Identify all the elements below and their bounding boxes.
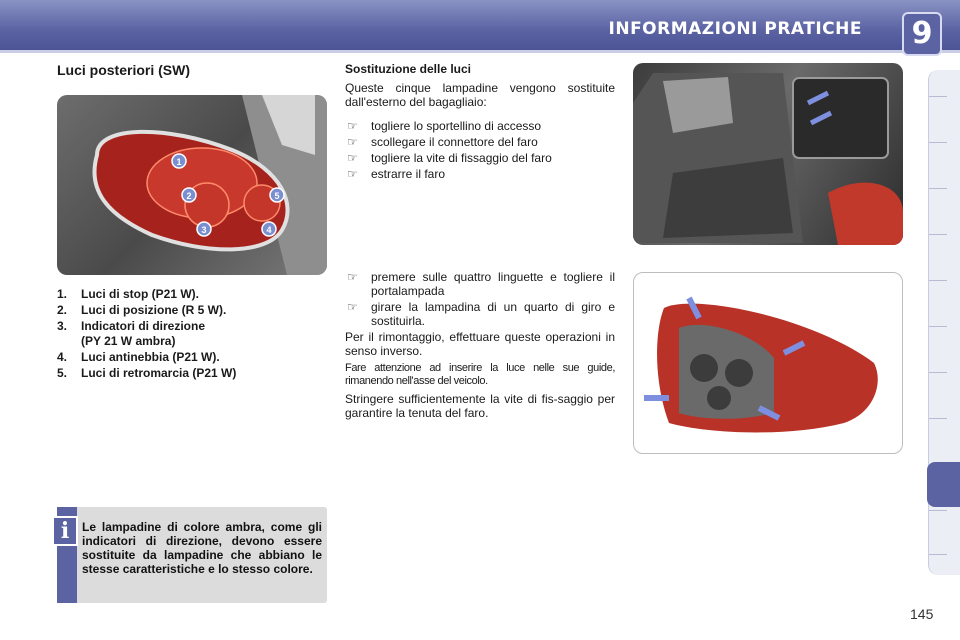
pointing-hand-icon: ☞ <box>347 119 358 133</box>
tab-marker <box>929 326 947 327</box>
list-item <box>345 135 615 149</box>
info-note-text: Le lampadine di colore ambra, come gli indicatori di direzione, devono essere sostituite da lampadine che abbiano le stesse caratteristiche e lo stesso colore. <box>82 520 322 576</box>
pointing-hand-icon: ☞ <box>347 270 358 284</box>
replacement-section-continued <box>345 270 615 424</box>
access-panel-inset <box>793 78 888 158</box>
item-number: 3. <box>57 319 68 333</box>
step-text: premere sulle quattro linguette e togliere il portalampada <box>371 270 615 298</box>
lamp-unit-photo <box>633 272 903 454</box>
list-item <box>345 270 615 298</box>
bulb-marker-label: 3 <box>201 225 207 235</box>
item-text-block <box>81 319 205 349</box>
tab-marker <box>929 142 947 143</box>
list-item <box>57 350 236 365</box>
bulb-marker-label: 4 <box>266 225 272 235</box>
tab-marker <box>929 188 947 189</box>
item-number: 4. <box>57 350 68 364</box>
bulb-marker-label: 1 <box>176 157 182 167</box>
step-text: estrarre il faro <box>371 167 446 181</box>
list-item <box>57 303 236 318</box>
item-text: Luci di posizione (R 5 W). <box>81 303 227 317</box>
list-item <box>345 151 615 165</box>
step-text: togliere lo sportellino di accesso <box>371 119 542 133</box>
item-text: Indicatori di direzione <box>81 319 206 333</box>
step-text: girare la lampadina di un quarto di giro e sostituirla. <box>371 300 615 328</box>
tab-marker <box>929 96 947 97</box>
boot-photo <box>633 63 903 245</box>
page-number: 145 <box>910 606 934 622</box>
tab-marker <box>929 510 947 511</box>
list-item <box>57 287 236 302</box>
boot-drawing <box>633 63 903 245</box>
header-divider <box>0 50 960 53</box>
item-number: 5. <box>57 366 68 380</box>
paragraph-tighten: Stringere sufficientemente la vite di fis-saggio per garantire la tenuta del faro. <box>345 392 615 420</box>
lamp-unit-drawing <box>634 273 902 453</box>
info-icon: i <box>52 516 78 546</box>
list-item <box>345 119 615 133</box>
bulb-socket <box>707 386 731 410</box>
list-item <box>57 366 236 381</box>
bulb-socket <box>690 354 718 382</box>
list-item <box>345 167 615 181</box>
item-number: 1. <box>57 287 68 301</box>
bulb-list <box>57 287 236 382</box>
item-text: Luci di stop (P21 W). <box>81 287 200 301</box>
section-heading: Sostituzione delle luci <box>345 62 472 76</box>
active-chapter-tab[interactable] <box>927 462 960 507</box>
paragraph-caution: Fare attenzione ad inserire la luce nelle sue guide, rimanendo nell'asse del veicolo. <box>345 362 615 387</box>
tab-marker <box>929 234 947 235</box>
tab-marker <box>929 280 947 281</box>
replacement-section <box>345 62 615 183</box>
tab-marker <box>929 554 947 555</box>
list-item <box>345 300 615 328</box>
rear-lamp-drawing <box>57 95 327 275</box>
item-text: Luci antinebbia (P21 W). <box>81 350 220 364</box>
rear-window <box>663 77 733 133</box>
intro-text: Queste cinque lampadine vengono sostituite dall'esterno del bagagliaio: <box>345 81 615 109</box>
section-title: Luci posteriori (SW) <box>57 62 190 78</box>
pointing-hand-icon: ☞ <box>347 135 358 149</box>
rear-lamp-illustration <box>57 95 327 275</box>
bulb-socket <box>725 359 753 387</box>
tab-marker <box>929 372 947 373</box>
pointing-hand-icon: ☞ <box>347 300 358 314</box>
chapter-number-badge: 9 <box>902 12 942 56</box>
paragraph-refit: Per il rimontaggio, effettuare queste operazioni in senso inverso. <box>345 330 615 358</box>
item-number: 2. <box>57 303 68 317</box>
list-item <box>57 319 236 349</box>
bulb-marker-label: 2 <box>186 191 192 201</box>
chapter-title: INFORMAZIONI PRATICHE <box>608 19 862 39</box>
pointing-hand-icon: ☞ <box>347 151 358 165</box>
lamp-outside <box>828 183 903 245</box>
item-text: Luci di retromarcia (P21 W) <box>81 366 237 380</box>
item-text-detail: (PY 21 W ambra) <box>81 334 176 348</box>
pointing-hand-icon: ☞ <box>347 167 358 181</box>
step-text: togliere la vite di fissaggio del faro <box>371 151 552 165</box>
tab-marker <box>929 418 947 419</box>
step-text: scollegare il connettore del faro <box>371 135 538 149</box>
bulb-marker-label: 5 <box>274 191 280 201</box>
